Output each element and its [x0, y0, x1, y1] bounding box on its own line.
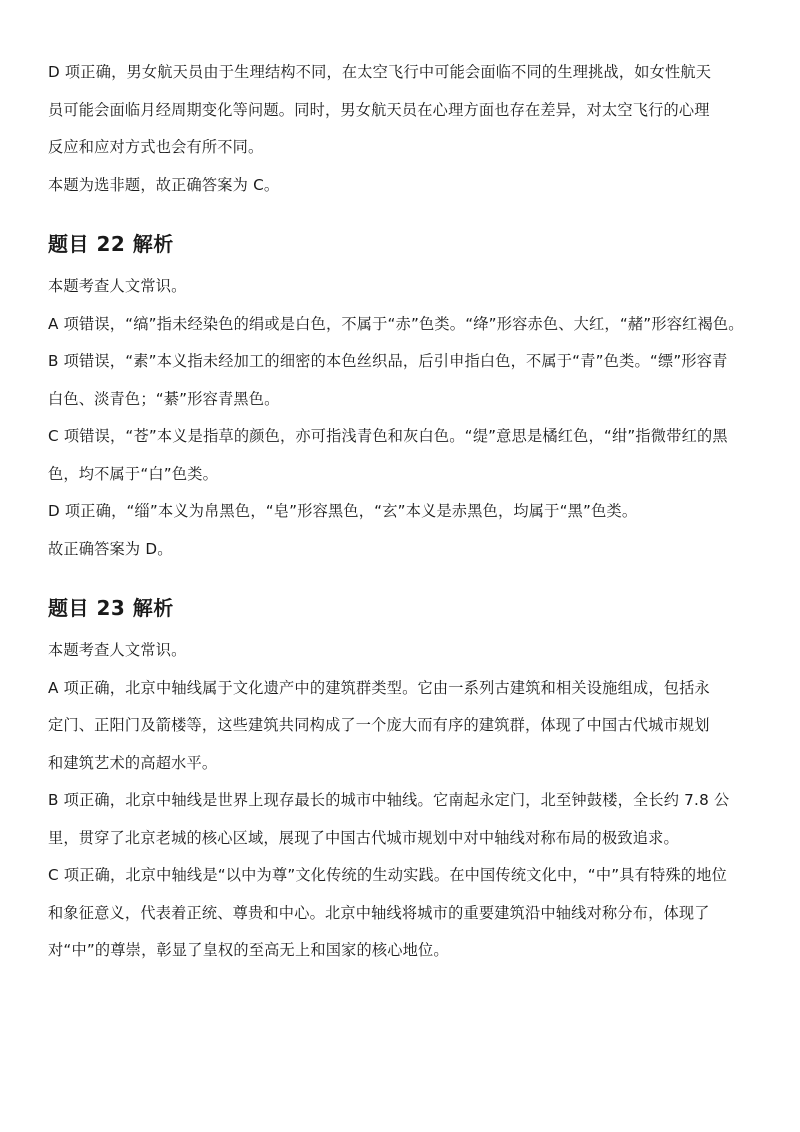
paragraph: [48, 54, 758, 167]
paragraph-line: 本题考查人文常识。: [48, 277, 187, 295]
section-heading: 题目 22 解析: [48, 232, 174, 256]
paragraph-line: A 项错误，“缟”指未经染色的绢或是白色，不属于“赤”色类。“绛”形容赤色、大红，“赭”形容红褐色。: [48, 314, 744, 333]
paragraph-line: 定门、正阳门及箭楼等，这些建筑共同构成了一个庞大而有序的建筑群，体现了中国古代城市规划: [48, 716, 710, 734]
paragraph: [48, 167, 758, 205]
paragraph-line: D 项正确，男女航天员由于生理结构不同，在太空飞行中可能会面临不同的生理挑战，如女性航天: [48, 63, 712, 81]
paragraph-line: 反应和应对方式也会有所不同。: [48, 138, 264, 156]
paragraph: [48, 857, 758, 970]
paragraph-line: D 项正确，“缁”本义为帛黑色，“皂”形容黑色，“玄”本义是赤黑色，均属于“黑”色类。: [48, 502, 638, 520]
paragraph-line: 员可能会面临月经周期变化等问题。同时，男女航天员在心理方面也存在差异，对太空飞行的心理: [48, 100, 710, 119]
paragraph: [48, 306, 758, 344]
document-page: [48, 54, 758, 970]
paragraph-line: 白色、淡青色；“綦”形容青黑色。: [48, 389, 280, 408]
paragraph-line: 和建筑艺术的高超水平。: [48, 753, 218, 772]
paragraph-line: 里，贯穿了北京老城的核心区域，展现了中国古代城市规划中对中轴线对称布局的极致追求。: [48, 828, 679, 847]
paragraph: [48, 632, 758, 670]
paragraph-line: B 项错误，“素”本义指未经加工的细密的本色丝织品，后引申指白色，不属于“青”色类。“缥”形容青: [48, 352, 728, 370]
paragraph-line: A 项正确，北京中轴线属于文化遗产中的建筑群类型。它由一系列古建筑和相关设施组成，包括永: [48, 678, 710, 697]
paragraph-line: 故正确答案为 D。: [48, 539, 173, 558]
paragraph-line: C 项错误，“苍”本义是指草的颜色，亦可指浅青色和灰白色。“缇”意思是橘红色，“绀”指微带红的黑: [48, 427, 728, 445]
paragraph: [48, 670, 758, 783]
paragraph-line: 和象征意义，代表着正统、尊贵和中心。北京中轴线将城市的重要建筑沿中轴线对称分布，体现了: [48, 903, 710, 922]
paragraph-line: 本题为选非题，故正确答案为 C。: [48, 175, 280, 194]
paragraph-line: 对“中”的尊崇，彰显了皇权的至高无上和国家的核心地位。: [48, 941, 449, 959]
paragraph-line: B 项正确，北京中轴线是世界上现存最长的城市中轴线。它南起永定门，北至钟鼓楼，全长约 7.8 公: [48, 791, 730, 809]
paragraph: [48, 782, 758, 857]
paragraph: [48, 418, 758, 493]
paragraph-line: 本题考查人文常识。: [48, 641, 187, 659]
paragraph: [48, 268, 758, 306]
paragraph: [48, 493, 758, 531]
paragraph: [48, 531, 758, 569]
paragraph: [48, 343, 758, 418]
paragraph-line: C 项正确，北京中轴线是“以中为尊”文化传统的生动实践。在中国传统文化中，“中”具有特殊的地位: [48, 866, 727, 884]
section-heading: 题目 23 解析: [48, 596, 174, 620]
paragraph-line: 色，均不属于“白”色类。: [48, 464, 219, 483]
